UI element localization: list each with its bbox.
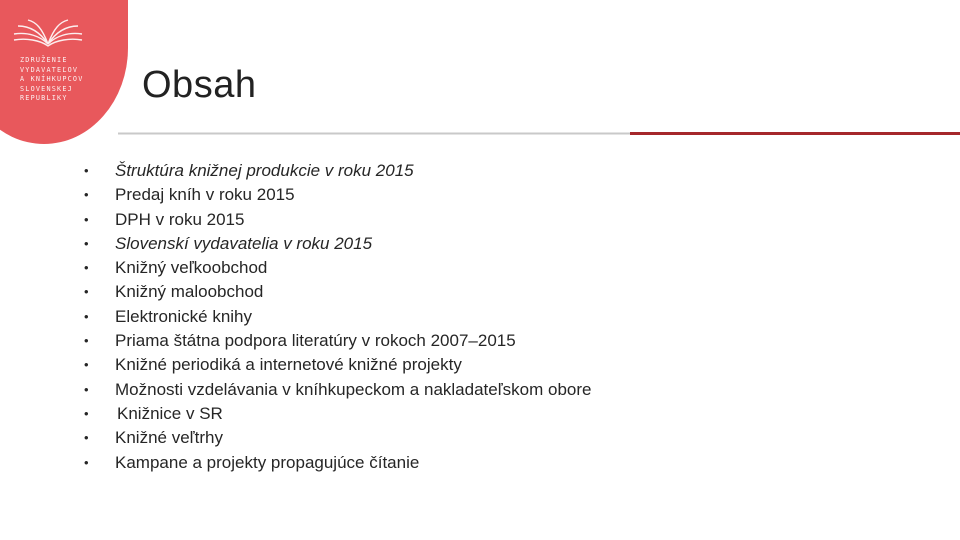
list-item-text: Kampane a projekty propagujúce čítanie xyxy=(115,452,420,472)
page-title: Obsah xyxy=(142,64,257,106)
logo-line: A KNÍHKUPCOV xyxy=(20,75,84,83)
bullet-icon: • xyxy=(84,260,89,276)
list-item-text: DPH v roku 2015 xyxy=(115,209,245,229)
bullet-icon: • xyxy=(84,284,89,300)
open-book-logo-icon xyxy=(10,18,86,48)
bullet-icon: • xyxy=(84,430,89,446)
list-item-text: Štruktúra knižnej produkcie v roku 2015 xyxy=(115,161,414,180)
list-item-text: Predaj kníh v roku 2015 xyxy=(115,185,295,205)
bullet-icon: • xyxy=(84,235,89,251)
bullet-icon: • xyxy=(84,211,89,227)
list-item-text: Slovenskí vydavatelia v roku 2015 xyxy=(115,233,373,253)
list-item-text: Knižné veľtrhy xyxy=(115,428,223,448)
list-item-text: Knižný veľkoobchod xyxy=(115,258,268,278)
list-item-text: Knižný maloobchod xyxy=(115,282,264,302)
list-item-text: Priama štátna podpora literatúry v rokoch 2007–2015 xyxy=(115,331,516,351)
bullet-icon: • xyxy=(84,308,89,324)
bullet-icon: • xyxy=(84,381,89,397)
bullet-icon: • xyxy=(84,187,89,203)
bullet-icon: • xyxy=(84,163,89,178)
logo xyxy=(0,0,128,144)
bullet-icon: • xyxy=(84,454,89,470)
title-divider xyxy=(118,132,960,135)
bullet-icon: • xyxy=(84,333,89,349)
logo-line: REPUBLIKY xyxy=(20,94,68,102)
list-item-text: Možnosti vzdelávania v kníhkupeckom a nakladateľskom obore xyxy=(115,379,592,399)
list-item-text: Knižné periodiká a internetové knižné projekty xyxy=(115,355,462,375)
logo-text xyxy=(20,56,84,104)
logo-line: SLOVENSKEJ xyxy=(20,84,73,93)
list-item-text: Elektronické knihy xyxy=(115,306,253,326)
logo-line: ZDRUŽENIE xyxy=(20,56,68,64)
logo-line: VYDAVATEĽOV xyxy=(20,65,79,74)
bullet-icon: • xyxy=(84,357,89,373)
list-item-text: Knižnice v SR xyxy=(117,403,223,423)
bullet-icon: • xyxy=(84,405,89,421)
